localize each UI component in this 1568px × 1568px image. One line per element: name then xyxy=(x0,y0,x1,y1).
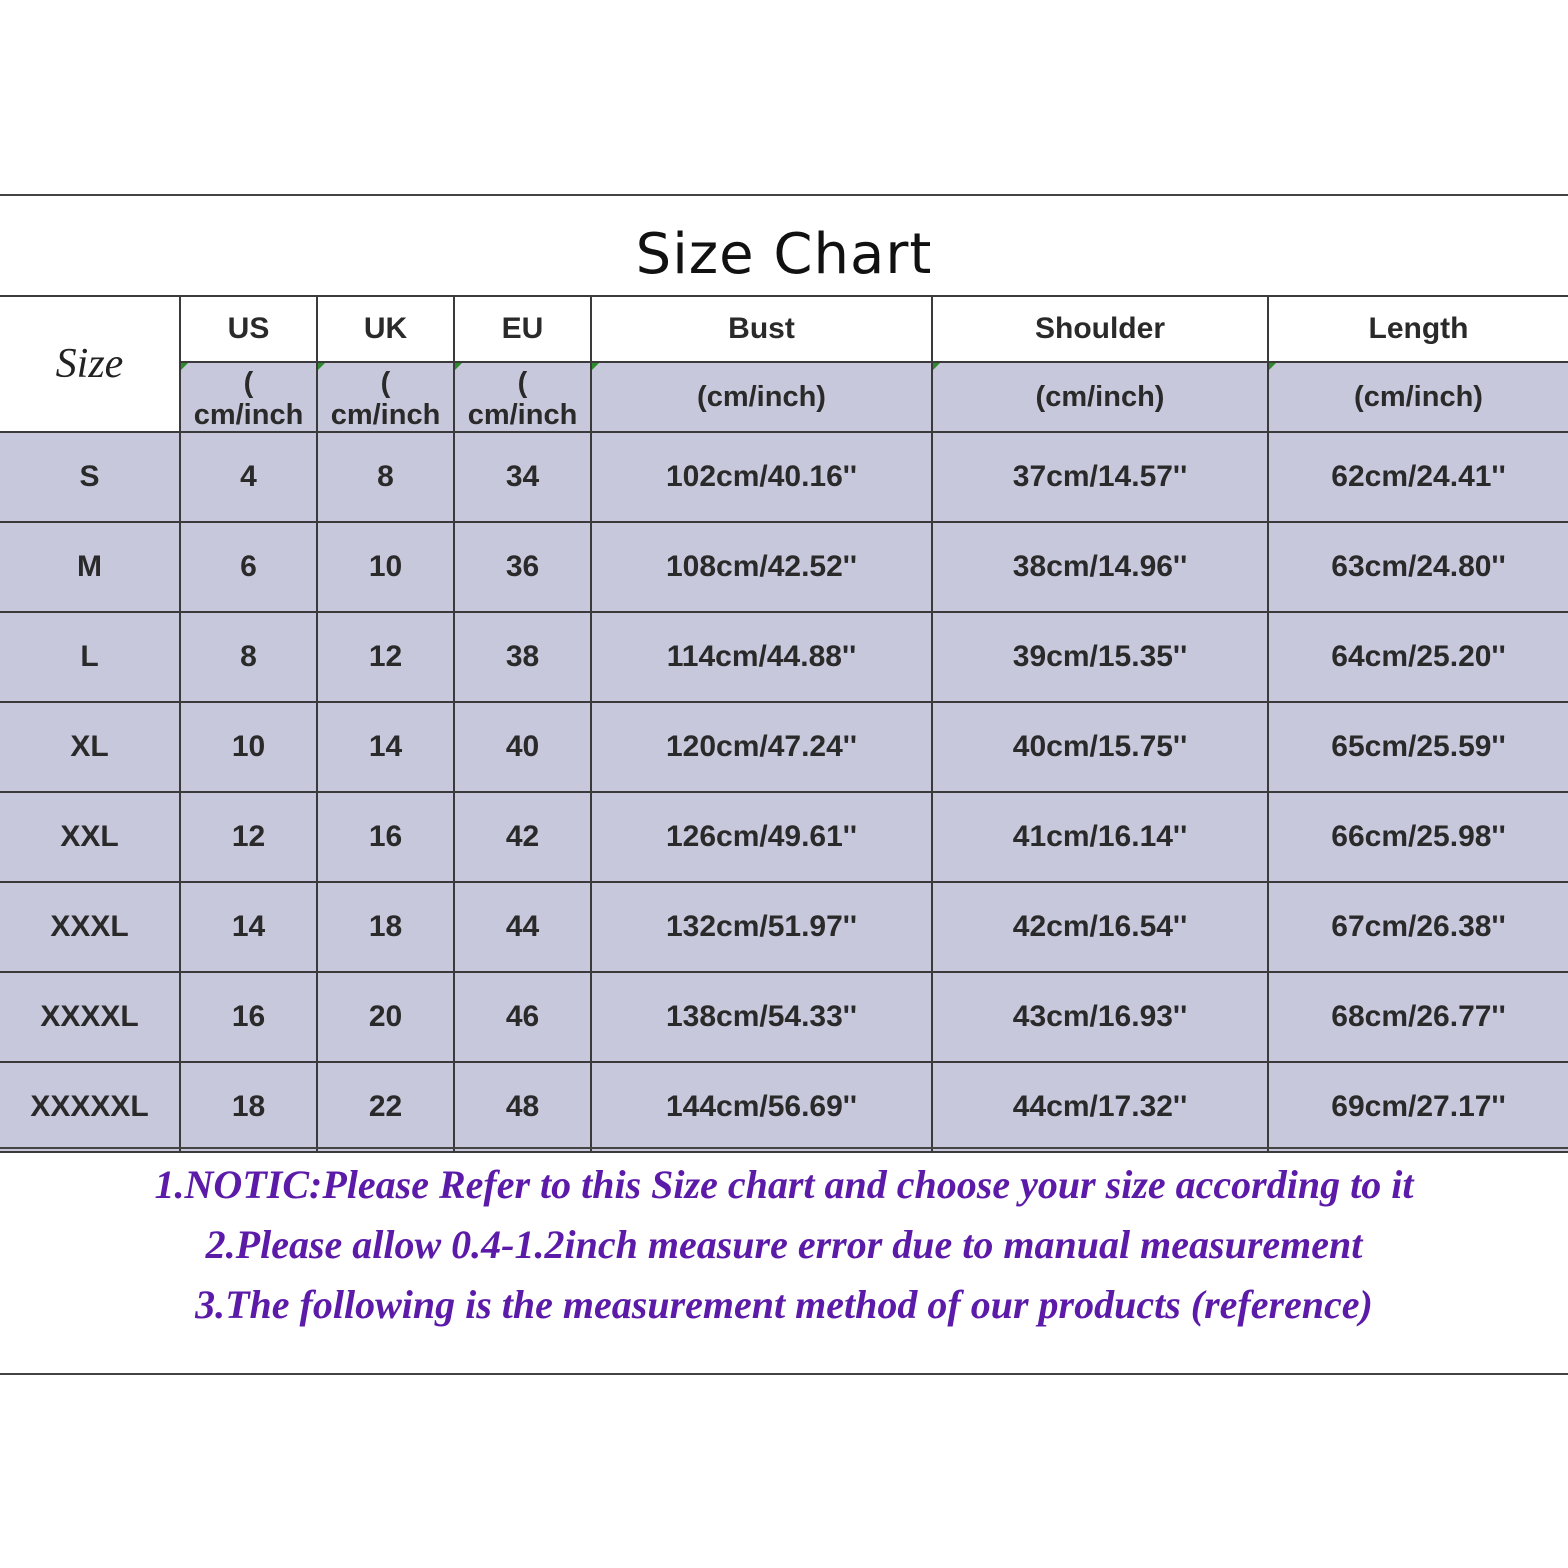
unit-shoulder-text: (cm/inch) xyxy=(1035,380,1165,413)
unit-eu-open: ( xyxy=(517,367,528,399)
cell-shoulder: 41cm/16.14'' xyxy=(932,792,1268,882)
col-header-length: Length xyxy=(1268,296,1568,362)
cell-us: 16 xyxy=(180,972,317,1062)
cell-uk: 20 xyxy=(317,972,454,1062)
cell-uk: 8 xyxy=(317,432,454,522)
table-row xyxy=(0,522,1568,612)
corner-marker xyxy=(933,363,940,370)
table-row xyxy=(0,972,1568,1062)
note-1: 1.NOTIC:Please Refer to this Size chart and choose your size according to it xyxy=(154,1162,1414,1207)
cell-size: XXL xyxy=(0,792,180,882)
note-3: 3.The following is the measurement method of our products (reference) xyxy=(195,1282,1373,1327)
cell-size: XXXL xyxy=(0,882,180,972)
cell-eu: 36 xyxy=(454,522,591,612)
cell-us: 10 xyxy=(180,702,317,792)
cell-eu: 40 xyxy=(454,702,591,792)
cell-eu: 46 xyxy=(454,972,591,1062)
cell-size: XL xyxy=(0,702,180,792)
cell-bust: 114cm/44.88'' xyxy=(591,612,932,702)
cell-eu: 34 xyxy=(454,432,591,522)
cell-length: 66cm/25.98'' xyxy=(1268,792,1568,882)
unit-length xyxy=(1268,362,1568,432)
col-header-bust: Bust xyxy=(591,296,932,362)
table-row xyxy=(0,612,1568,702)
size-header: Size xyxy=(0,296,180,432)
cell-uk: 12 xyxy=(317,612,454,702)
unit-uk xyxy=(317,362,454,432)
cell-bust: 132cm/51.97'' xyxy=(591,882,932,972)
unit-bust xyxy=(591,362,932,432)
cell-bust: 144cm/56.69'' xyxy=(591,1062,932,1152)
cell-bust: 102cm/40.16'' xyxy=(591,432,932,522)
cell-us: 14 xyxy=(180,882,317,972)
corner-marker xyxy=(1269,363,1276,370)
cell-size: L xyxy=(0,612,180,702)
mid-rule xyxy=(0,1147,1568,1149)
unit-uk-open: ( xyxy=(380,367,391,399)
cell-uk: 16 xyxy=(317,792,454,882)
cell-length: 63cm/24.80'' xyxy=(1268,522,1568,612)
cell-bust: 108cm/42.52'' xyxy=(591,522,932,612)
cell-length: 67cm/26.38'' xyxy=(1268,882,1568,972)
cell-bust: 138cm/54.33'' xyxy=(591,972,932,1062)
cell-shoulder: 40cm/15.75'' xyxy=(932,702,1268,792)
unit-us-text: cm/inch xyxy=(193,399,304,431)
table-row xyxy=(0,432,1568,522)
table-body xyxy=(0,432,1568,1152)
cell-uk: 18 xyxy=(317,882,454,972)
cell-bust: 120cm/47.24'' xyxy=(591,702,932,792)
cell-eu: 38 xyxy=(454,612,591,702)
cell-shoulder: 38cm/14.96'' xyxy=(932,522,1268,612)
unit-shoulder xyxy=(932,362,1268,432)
cell-shoulder: 43cm/16.93'' xyxy=(932,972,1268,1062)
table-row xyxy=(0,702,1568,792)
cell-uk: 22 xyxy=(317,1062,454,1152)
chart-title: Size Chart xyxy=(635,222,933,287)
notes-block xyxy=(0,1155,1568,1335)
table-row xyxy=(0,1062,1568,1152)
cell-length: 64cm/25.20'' xyxy=(1268,612,1568,702)
cell-size: XXXXXL xyxy=(0,1062,180,1152)
cell-shoulder: 44cm/17.32'' xyxy=(932,1062,1268,1152)
header-row xyxy=(0,296,1568,362)
unit-eu-text: cm/inch xyxy=(467,399,578,431)
col-header-shoulder: Shoulder xyxy=(932,296,1268,362)
col-header-us: US xyxy=(180,296,317,362)
corner-marker xyxy=(181,363,188,370)
table-row xyxy=(0,792,1568,882)
top-rule xyxy=(0,194,1568,196)
cell-eu: 42 xyxy=(454,792,591,882)
unit-eu xyxy=(454,362,591,432)
unit-bust-text: (cm/inch) xyxy=(697,380,826,413)
cell-size: XXXXL xyxy=(0,972,180,1062)
cell-shoulder: 37cm/14.57'' xyxy=(932,432,1268,522)
cell-eu: 48 xyxy=(454,1062,591,1152)
cell-shoulder: 39cm/15.35'' xyxy=(932,612,1268,702)
cell-us: 12 xyxy=(180,792,317,882)
table-row xyxy=(0,882,1568,972)
cell-us: 4 xyxy=(180,432,317,522)
unit-row xyxy=(0,362,1568,432)
size-table xyxy=(0,295,1568,1153)
cell-us: 18 xyxy=(180,1062,317,1152)
unit-uk-text: cm/inch xyxy=(330,399,441,431)
cell-us: 8 xyxy=(180,612,317,702)
col-header-uk: UK xyxy=(317,296,454,362)
corner-marker xyxy=(592,363,599,370)
unit-length-text: (cm/inch) xyxy=(1354,380,1483,413)
cell-size: S xyxy=(0,432,180,522)
cell-size: M xyxy=(0,522,180,612)
corner-marker xyxy=(318,363,325,370)
cell-length: 62cm/24.41'' xyxy=(1268,432,1568,522)
bottom-rule xyxy=(0,1373,1568,1375)
cell-us: 6 xyxy=(180,522,317,612)
col-header-eu: EU xyxy=(454,296,591,362)
note-2: 2.Please allow 0.4-1.2inch measure error due to manual measurement xyxy=(205,1222,1363,1267)
cell-eu: 44 xyxy=(454,882,591,972)
cell-uk: 10 xyxy=(317,522,454,612)
cell-shoulder: 42cm/16.54'' xyxy=(932,882,1268,972)
unit-us-open: ( xyxy=(243,367,254,399)
cell-length: 69cm/27.17'' xyxy=(1268,1062,1568,1152)
cell-bust: 126cm/49.61'' xyxy=(591,792,932,882)
cell-length: 68cm/26.77'' xyxy=(1268,972,1568,1062)
cell-length: 65cm/25.59'' xyxy=(1268,702,1568,792)
unit-us xyxy=(180,362,317,432)
cell-uk: 14 xyxy=(317,702,454,792)
corner-marker xyxy=(455,363,462,370)
